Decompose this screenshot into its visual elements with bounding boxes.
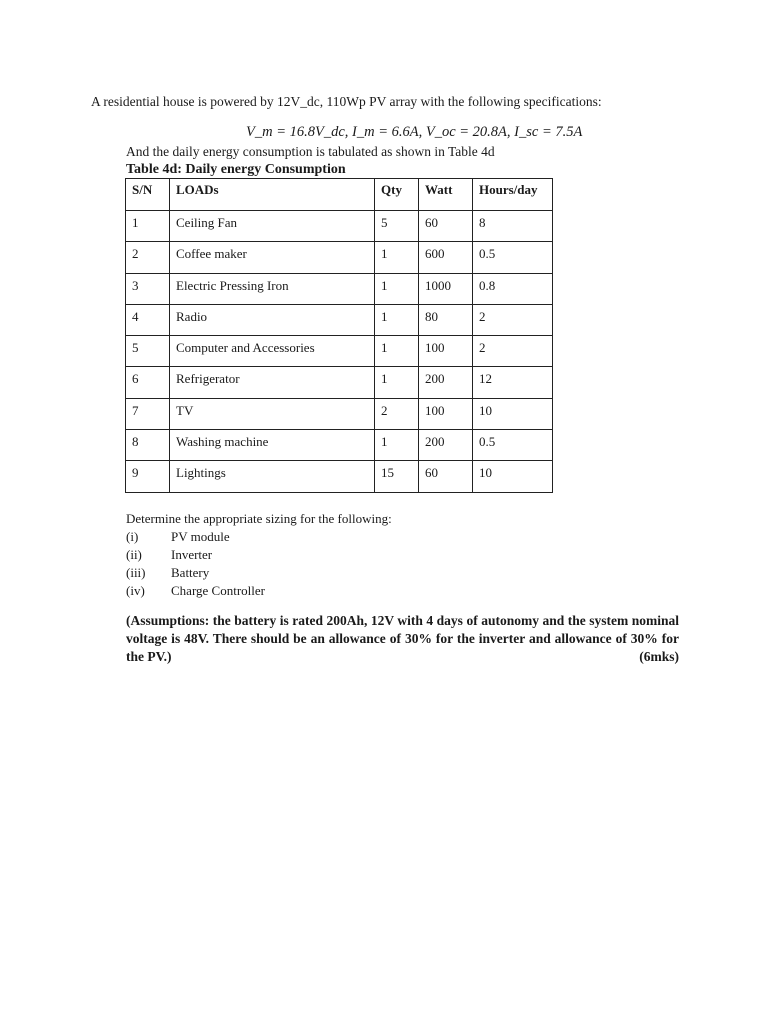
cell-load: Radio	[170, 304, 375, 335]
sizing-items-list	[126, 528, 265, 600]
cell-hours: 2	[473, 336, 553, 367]
daily-energy-table	[125, 178, 553, 493]
item-label: Battery	[171, 565, 210, 580]
table-caption: Table 4d: Daily energy Consumption	[126, 162, 346, 177]
header-qty: Qty	[375, 179, 419, 211]
cell-load: Coffee maker	[170, 242, 375, 273]
table-row	[126, 273, 553, 304]
cell-sn: 3	[126, 273, 170, 304]
cell-qty: 2	[375, 398, 419, 429]
item-number: (i)	[126, 529, 139, 544]
header-sn: S/N	[126, 179, 170, 211]
instruction-text: Determine the appropriate sizing for the following:	[126, 511, 392, 526]
item-number: (ii)	[126, 547, 142, 562]
cell-load: Refrigerator	[170, 367, 375, 398]
item-number: (iv)	[126, 583, 145, 598]
cell-hours: 2	[473, 304, 553, 335]
cell-qty: 5	[375, 211, 419, 242]
list-item	[126, 582, 265, 600]
table-row	[126, 398, 553, 429]
cell-hours: 0.5	[473, 430, 553, 461]
list-item	[126, 528, 265, 546]
cell-sn: 6	[126, 367, 170, 398]
item-label: Charge Controller	[171, 583, 265, 598]
cell-sn: 9	[126, 461, 170, 492]
cell-hours: 10	[473, 398, 553, 429]
table-row	[126, 461, 553, 492]
item-number: (iii)	[126, 565, 146, 580]
marks-label: (6mks)	[639, 649, 679, 664]
item-label: Inverter	[171, 547, 213, 562]
cell-watt: 60	[419, 461, 473, 492]
cell-qty: 15	[375, 461, 419, 492]
cell-qty: 1	[375, 367, 419, 398]
cell-qty: 1	[375, 273, 419, 304]
cell-qty: 1	[375, 242, 419, 273]
cell-load: Computer and Accessories	[170, 336, 375, 367]
cell-hours: 0.5	[473, 242, 553, 273]
cell-load: Lightings	[170, 461, 375, 492]
cell-watt: 60	[419, 211, 473, 242]
assumptions-paragraph	[126, 612, 679, 666]
cell-watt: 80	[419, 304, 473, 335]
table-intro-text: And the daily energy consumption is tabulated as shown in Table 4d	[126, 144, 495, 159]
cell-sn: 2	[126, 242, 170, 273]
intro-text: A residential house is powered by 12V_dc, 110Wp PV array with the following specifications:	[91, 94, 602, 109]
table-row	[126, 304, 553, 335]
cell-load: TV	[170, 398, 375, 429]
assumptions-text: (Assumptions: the battery is rated 200Ah, 12V with 4 days of autonomy and the system nominal voltage is 48V. There should be an allowance of 30% for the inverter and allowance of 30% for the PV.)	[126, 613, 679, 664]
cell-sn: 5	[126, 336, 170, 367]
cell-load: Electric Pressing Iron	[170, 273, 375, 304]
list-item	[126, 546, 265, 564]
header-loads: LOADs	[170, 179, 375, 211]
cell-watt: 200	[419, 430, 473, 461]
cell-hours: 12	[473, 367, 553, 398]
cell-watt: 200	[419, 367, 473, 398]
cell-watt: 1000	[419, 273, 473, 304]
cell-sn: 7	[126, 398, 170, 429]
cell-qty: 1	[375, 430, 419, 461]
cell-hours: 10	[473, 461, 553, 492]
cell-watt: 100	[419, 336, 473, 367]
cell-sn: 1	[126, 211, 170, 242]
header-watt: Watt	[419, 179, 473, 211]
cell-load: Washing machine	[170, 430, 375, 461]
cell-qty: 1	[375, 336, 419, 367]
table-row	[126, 211, 553, 242]
table-header-row	[126, 179, 553, 211]
item-label: PV module	[171, 529, 230, 544]
table-row	[126, 430, 553, 461]
cell-hours: 8	[473, 211, 553, 242]
cell-watt: 100	[419, 398, 473, 429]
cell-hours: 0.8	[473, 273, 553, 304]
table-row	[126, 242, 553, 273]
specs-equation: V_m = 16.8V_dc, I_m = 6.6A, V_oc = 20.8A, I_sc = 7.5A	[246, 124, 583, 140]
cell-load: Ceiling Fan	[170, 211, 375, 242]
cell-qty: 1	[375, 304, 419, 335]
cell-watt: 600	[419, 242, 473, 273]
table-row	[126, 336, 553, 367]
table-row	[126, 367, 553, 398]
list-item	[126, 564, 265, 582]
header-hours: Hours/day	[473, 179, 553, 211]
cell-sn: 4	[126, 304, 170, 335]
cell-sn: 8	[126, 430, 170, 461]
